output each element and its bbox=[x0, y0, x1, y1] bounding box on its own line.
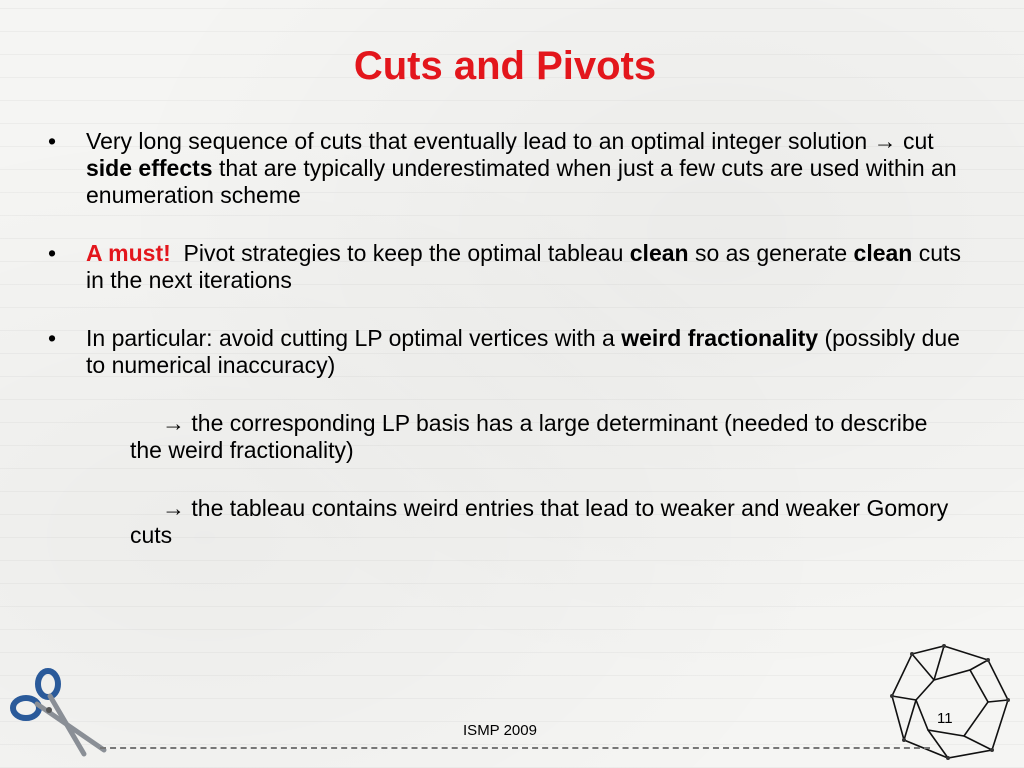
bullet-1-bold-side-effects: side effects bbox=[86, 155, 213, 181]
scissors-icon bbox=[4, 668, 114, 763]
slide-title: Cuts and Pivots bbox=[353, 44, 657, 88]
bullet-1-text-c: that are typically underestimated when just a few cuts are used within an enumeration scheme bbox=[86, 155, 957, 208]
bullet-2-text-a: Pivot strategies to keep the optimal tableau bbox=[170, 240, 630, 266]
bullet-1-text-b: cut bbox=[896, 128, 934, 154]
footer-divider bbox=[100, 747, 930, 749]
bullet-1-text-a: Very long sequence of cuts that eventually lead to an optimal integer solution bbox=[86, 128, 874, 154]
bullet-2-bold-clean-1: clean bbox=[629, 240, 689, 266]
bullet-2-text-c: cuts in the next iterations bbox=[86, 240, 961, 293]
sub-point-2 bbox=[130, 495, 960, 549]
arrow-icon: → bbox=[873, 128, 897, 154]
page-number: 11 bbox=[937, 710, 953, 727]
bullet-marker: • bbox=[48, 240, 57, 266]
footer-label: ISMP 2009 bbox=[463, 722, 537, 739]
bullet-marker: • bbox=[48, 325, 57, 351]
bullet-1 bbox=[48, 128, 968, 209]
arrow-icon: → bbox=[162, 495, 185, 521]
bullet-2-text-b: so as generate bbox=[688, 240, 854, 266]
bullet-2-bold-clean-2: clean bbox=[853, 240, 913, 266]
arrow-icon: → bbox=[162, 410, 185, 436]
bullet-2-a-must: A must! bbox=[86, 240, 171, 266]
sub-point-2-text: the tableau contains weird entries that lead to weaker and weaker Gomory cuts bbox=[130, 495, 949, 548]
slide-content bbox=[48, 128, 968, 580]
bullet-3-text-a: In particular: avoid cutting LP optimal vertices with a bbox=[86, 325, 622, 351]
bullet-2 bbox=[48, 240, 968, 294]
sub-point-1-text: the corresponding LP basis has a large determinant (needed to describe the weird fractionality) bbox=[130, 410, 928, 463]
bullet-3-bold-weird-fractionality: weird fractionality bbox=[621, 325, 819, 351]
bullet-3 bbox=[48, 325, 968, 379]
sub-point-1 bbox=[130, 410, 960, 464]
bullet-3-text-b: (possibly due to numerical inaccuracy) bbox=[86, 325, 960, 378]
bullet-marker: • bbox=[48, 128, 57, 154]
